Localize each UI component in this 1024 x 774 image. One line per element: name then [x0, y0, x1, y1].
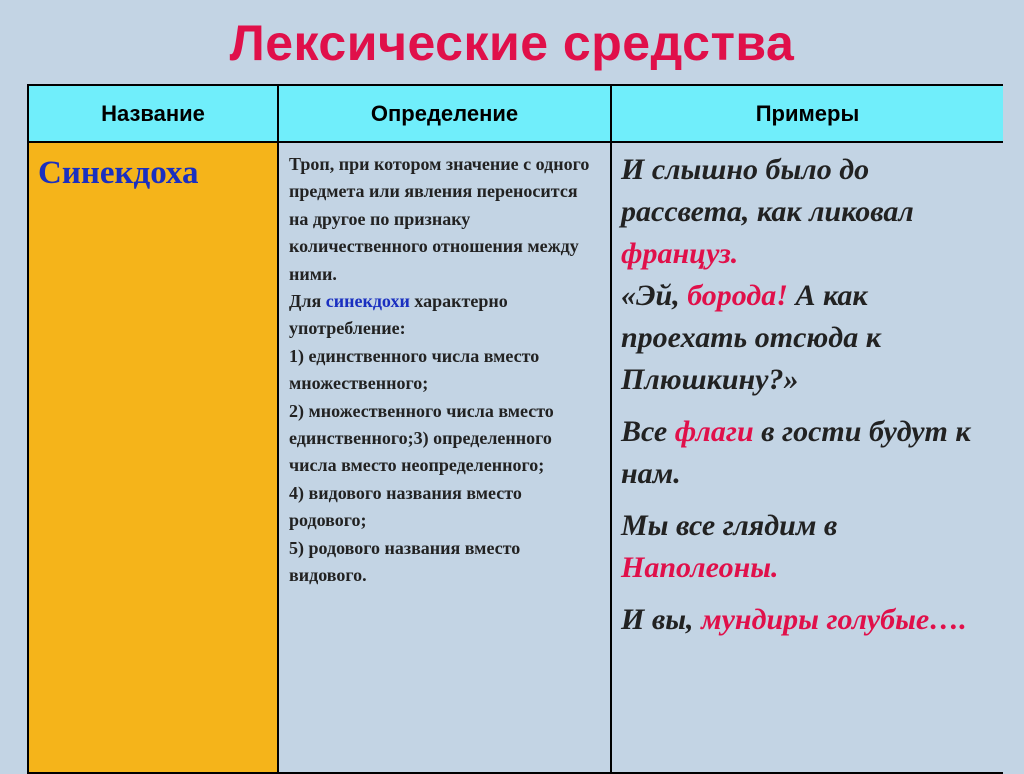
definition-item: 1) единственного числа вместо множественного; — [289, 345, 540, 394]
example-highlight: борода! — [687, 279, 788, 312]
term-text: Синекдоха — [38, 155, 199, 191]
header-name: Название — [29, 86, 279, 141]
example-text: Мы все глядим в — [621, 509, 838, 542]
example-4 — [621, 599, 997, 641]
example-text: И слышно было до рассвета, как ликовал — [621, 153, 914, 228]
lexical-table — [27, 84, 1003, 774]
example-3 — [621, 505, 997, 589]
example-highlight: мундиры голубые…. — [701, 603, 967, 636]
page-title: Лексические средства — [229, 15, 795, 71]
example-2 — [621, 411, 997, 495]
examples-text — [621, 149, 997, 651]
example-text: «Эй, — [621, 279, 688, 312]
definition-item: 4) видового названия вместо родового; — [289, 482, 522, 531]
example-text: Все — [621, 415, 675, 448]
example-highlight: Наполеоны. — [621, 551, 779, 584]
definition-text — [289, 151, 601, 590]
definition-cell — [279, 143, 612, 772]
header-examples: Примеры — [612, 86, 1003, 141]
header-definition: Определение — [279, 86, 612, 141]
definition-item: 2) множественного числа вместо единственного;3) определенного числа вместо неопределенного; — [289, 400, 554, 476]
definition-term-highlight: синекдохи — [325, 291, 410, 312]
example-text: И вы, — [621, 603, 702, 636]
definition-intro: Троп, при котором значение с одного предмета или явления переносится на другое по признаку количественного отношения между ними. — [289, 154, 590, 284]
example-text: А как проехать отсюда к Плюшкину?» — [621, 279, 881, 396]
example-highlight: француз. — [621, 237, 739, 270]
definition-item: 5) родового названия вместо видового. — [289, 537, 521, 586]
definition-for-prefix: Для — [289, 291, 322, 312]
definition-for-suffix: характерно употребление: — [289, 291, 508, 339]
term-cell — [29, 143, 279, 772]
example-highlight: флаги — [674, 415, 754, 448]
example-1 — [621, 149, 997, 401]
example-text: в гости будут к нам. — [621, 415, 971, 490]
examples-cell — [612, 143, 1003, 772]
